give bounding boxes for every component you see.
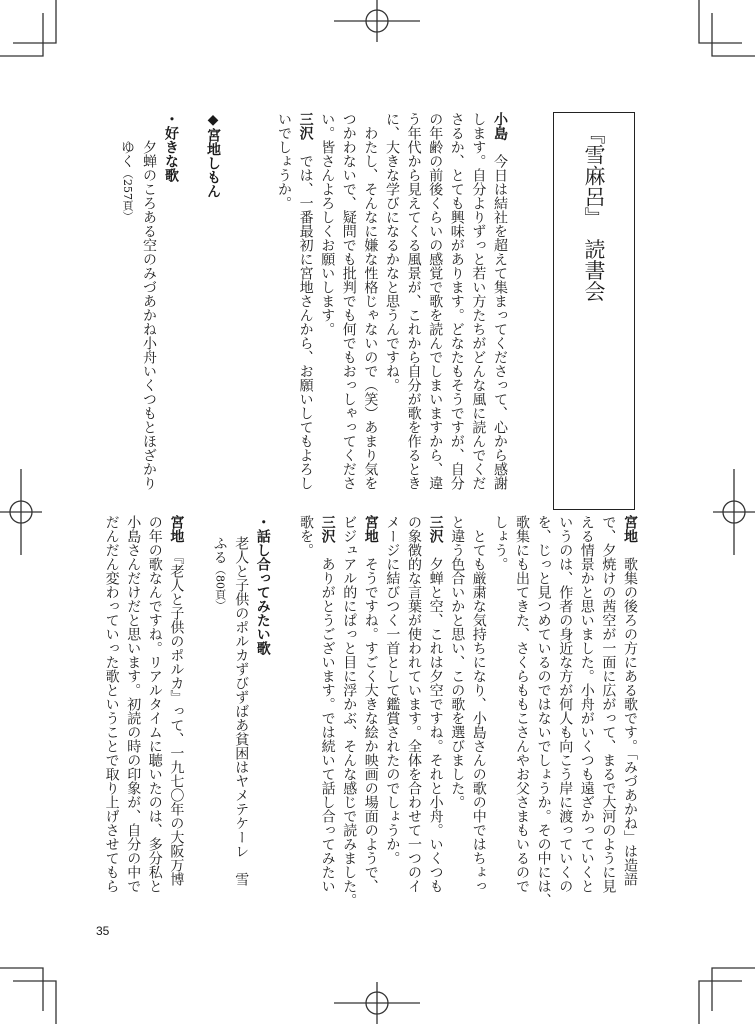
speaker-label: 宮地 (622, 515, 638, 557)
line-text: そうですね。すごく大きな絵か映画の場面のようで、 (362, 557, 379, 893)
text-line (123, 515, 143, 893)
line-text: します。自分よりずっと若い方たちがどんな風に読んでくだ (470, 112, 487, 490)
line-text: える情景かと思いました。小舟がいくつも遠ざかっていくと (578, 515, 595, 893)
line-text: と違う色合いかと思い、この歌を選びました。 (449, 515, 466, 809)
corner-mark-bottom-right (699, 968, 755, 1024)
text-line (404, 112, 424, 490)
text-line (145, 515, 165, 893)
line-text: の年の歌なんですね。リアルタイムに聴いたのは、多分私と (146, 515, 163, 893)
line-text: では、一番最初に宮地さんから、お願いしてもよろし (297, 154, 314, 490)
line-text: いでしょうか。 (276, 112, 292, 210)
poem-line-end (117, 140, 137, 222)
text-line (534, 515, 554, 907)
text-line (317, 112, 337, 336)
page-number: 35 (96, 924, 110, 938)
text-line (361, 515, 381, 893)
registration-mark-bottom (334, 982, 420, 1024)
text-line (231, 536, 251, 886)
section-heading: ◆宮地しもん (205, 112, 221, 198)
speaker-label: 宮地 (362, 515, 379, 557)
text-line (360, 126, 380, 490)
line-text: ビジュアル的にぱっと目に浮かぶ、そんな感じで読みました。 (341, 515, 358, 907)
line-text: 歌を。 (298, 515, 314, 557)
speaker-label: 三沢 (297, 112, 314, 154)
text-line (296, 515, 316, 557)
line-text: メージに結びつく一首として鑑賞されたのでしょうか。 (384, 515, 401, 865)
line-text: しょう。 (492, 515, 509, 571)
line-text: で、夕焼けの茜空が一面に広がって、まるで大河のように見 (600, 515, 617, 893)
speaker-label: 三沢 (319, 515, 336, 557)
page-title: 『雪麻呂』 読書会 (582, 123, 606, 302)
line-text: ・話し合ってみたい歌 (254, 515, 271, 655)
line-text: 小島さんだけだと思います。初読の時の印象が、自分の中で (125, 515, 142, 893)
line-text: の年齢の前後くらいの感覚で歌を読んでしまいますから、違 (427, 112, 444, 490)
text-line (318, 515, 338, 893)
text-line (382, 515, 402, 865)
text-line (512, 515, 532, 893)
text-line (339, 515, 359, 907)
line-text: う年代から見えてくる風景が、これから自分が歌を作るとき (405, 112, 422, 490)
line-text: 今日は結社を超えて集まってくださって、心から感謝 (492, 154, 508, 490)
speaker-label: 宮地 (168, 515, 185, 557)
text-line (296, 112, 316, 490)
speaker-label: 三沢 (427, 515, 444, 557)
line-text: 歌集の後ろの方にある歌です。「みづあかね」は造語 (622, 557, 638, 886)
text-line (210, 536, 230, 611)
text-line (274, 112, 294, 210)
poem-page-ref: （257頁） (121, 168, 134, 222)
text-line (426, 515, 446, 893)
line-text: 『老人と子供のポルカ』って、一九七〇年の大阪万博 (168, 557, 185, 886)
line-text: さるか、とても興味があります。どなたもそうですが、自分 (448, 112, 465, 490)
corner-mark-top-left (0, 0, 56, 56)
line-text: つかわないで、疑問でも批判でも何でもおっしゃってくださ (340, 112, 357, 490)
title-box (553, 112, 635, 510)
text-line (577, 515, 597, 893)
registration-mark-left (0, 469, 42, 555)
line-text: 夕蝉と空、これは夕空ですね。それと小舟。いくつも (427, 557, 444, 893)
text-line (447, 515, 467, 809)
line-text: 老人と子供のポルカずびずばあ貧困はヤメテケーレ 雪 (233, 536, 250, 886)
line-text: とても厳粛な気持ちになり、小島さんの歌の中ではちょっ (470, 529, 487, 893)
text-line (102, 515, 122, 893)
line-text: いうのは、作者の身近な方が何人も向こう岸に渡っていくの (557, 515, 574, 893)
favorite-song-heading: ・好きな歌 (163, 112, 179, 182)
subsection-heading (253, 515, 273, 655)
text-line (490, 515, 510, 571)
registration-mark-right (713, 469, 755, 555)
line-text: に、大きな学びになるかなと思うんですね。 (384, 112, 400, 392)
text-line (555, 515, 575, 893)
poem-text: ゆく (119, 140, 135, 168)
poem-line: 夕蝉のころある空のみづあかね小舟いくつもとほざかり (141, 140, 157, 490)
text-line (620, 515, 640, 886)
line-text: ふる (211, 536, 228, 564)
text-line (425, 112, 445, 490)
line-text: い。皆さんよろしくお願いします。 (319, 112, 336, 336)
line-text: を、じっと見つめているのではないでしょうか。その中には、 (535, 515, 552, 907)
text-line (404, 515, 424, 893)
line-text: ありがとうございます。では続いて話し合ってみたい (319, 557, 336, 893)
text-line (166, 515, 186, 886)
text-line (598, 515, 618, 893)
poem-page-ref: （80頁） (213, 564, 227, 611)
text-line (469, 529, 489, 893)
text-line (468, 112, 488, 490)
line-text: 歌集にも出てきた、さくらももこさんやお父さまもいるので (514, 515, 530, 893)
text-line (339, 112, 359, 490)
registration-mark-top (334, 0, 420, 42)
line-text: だんだん変わっていった歌ということで取り上げさせてもら (103, 515, 120, 893)
text-line (382, 112, 402, 392)
speaker-label: 小島 (492, 112, 508, 154)
text-line (447, 112, 467, 490)
corner-mark-top-right (699, 0, 755, 56)
line-text: の象徴的な言葉が使われています。全体を合わせて一つのイ (406, 515, 422, 893)
text-line (490, 112, 510, 490)
line-text: わたし、そんなに嫌な性格じゃないので（笑）あまり気を (362, 126, 379, 490)
corner-mark-bottom-left (0, 968, 56, 1024)
